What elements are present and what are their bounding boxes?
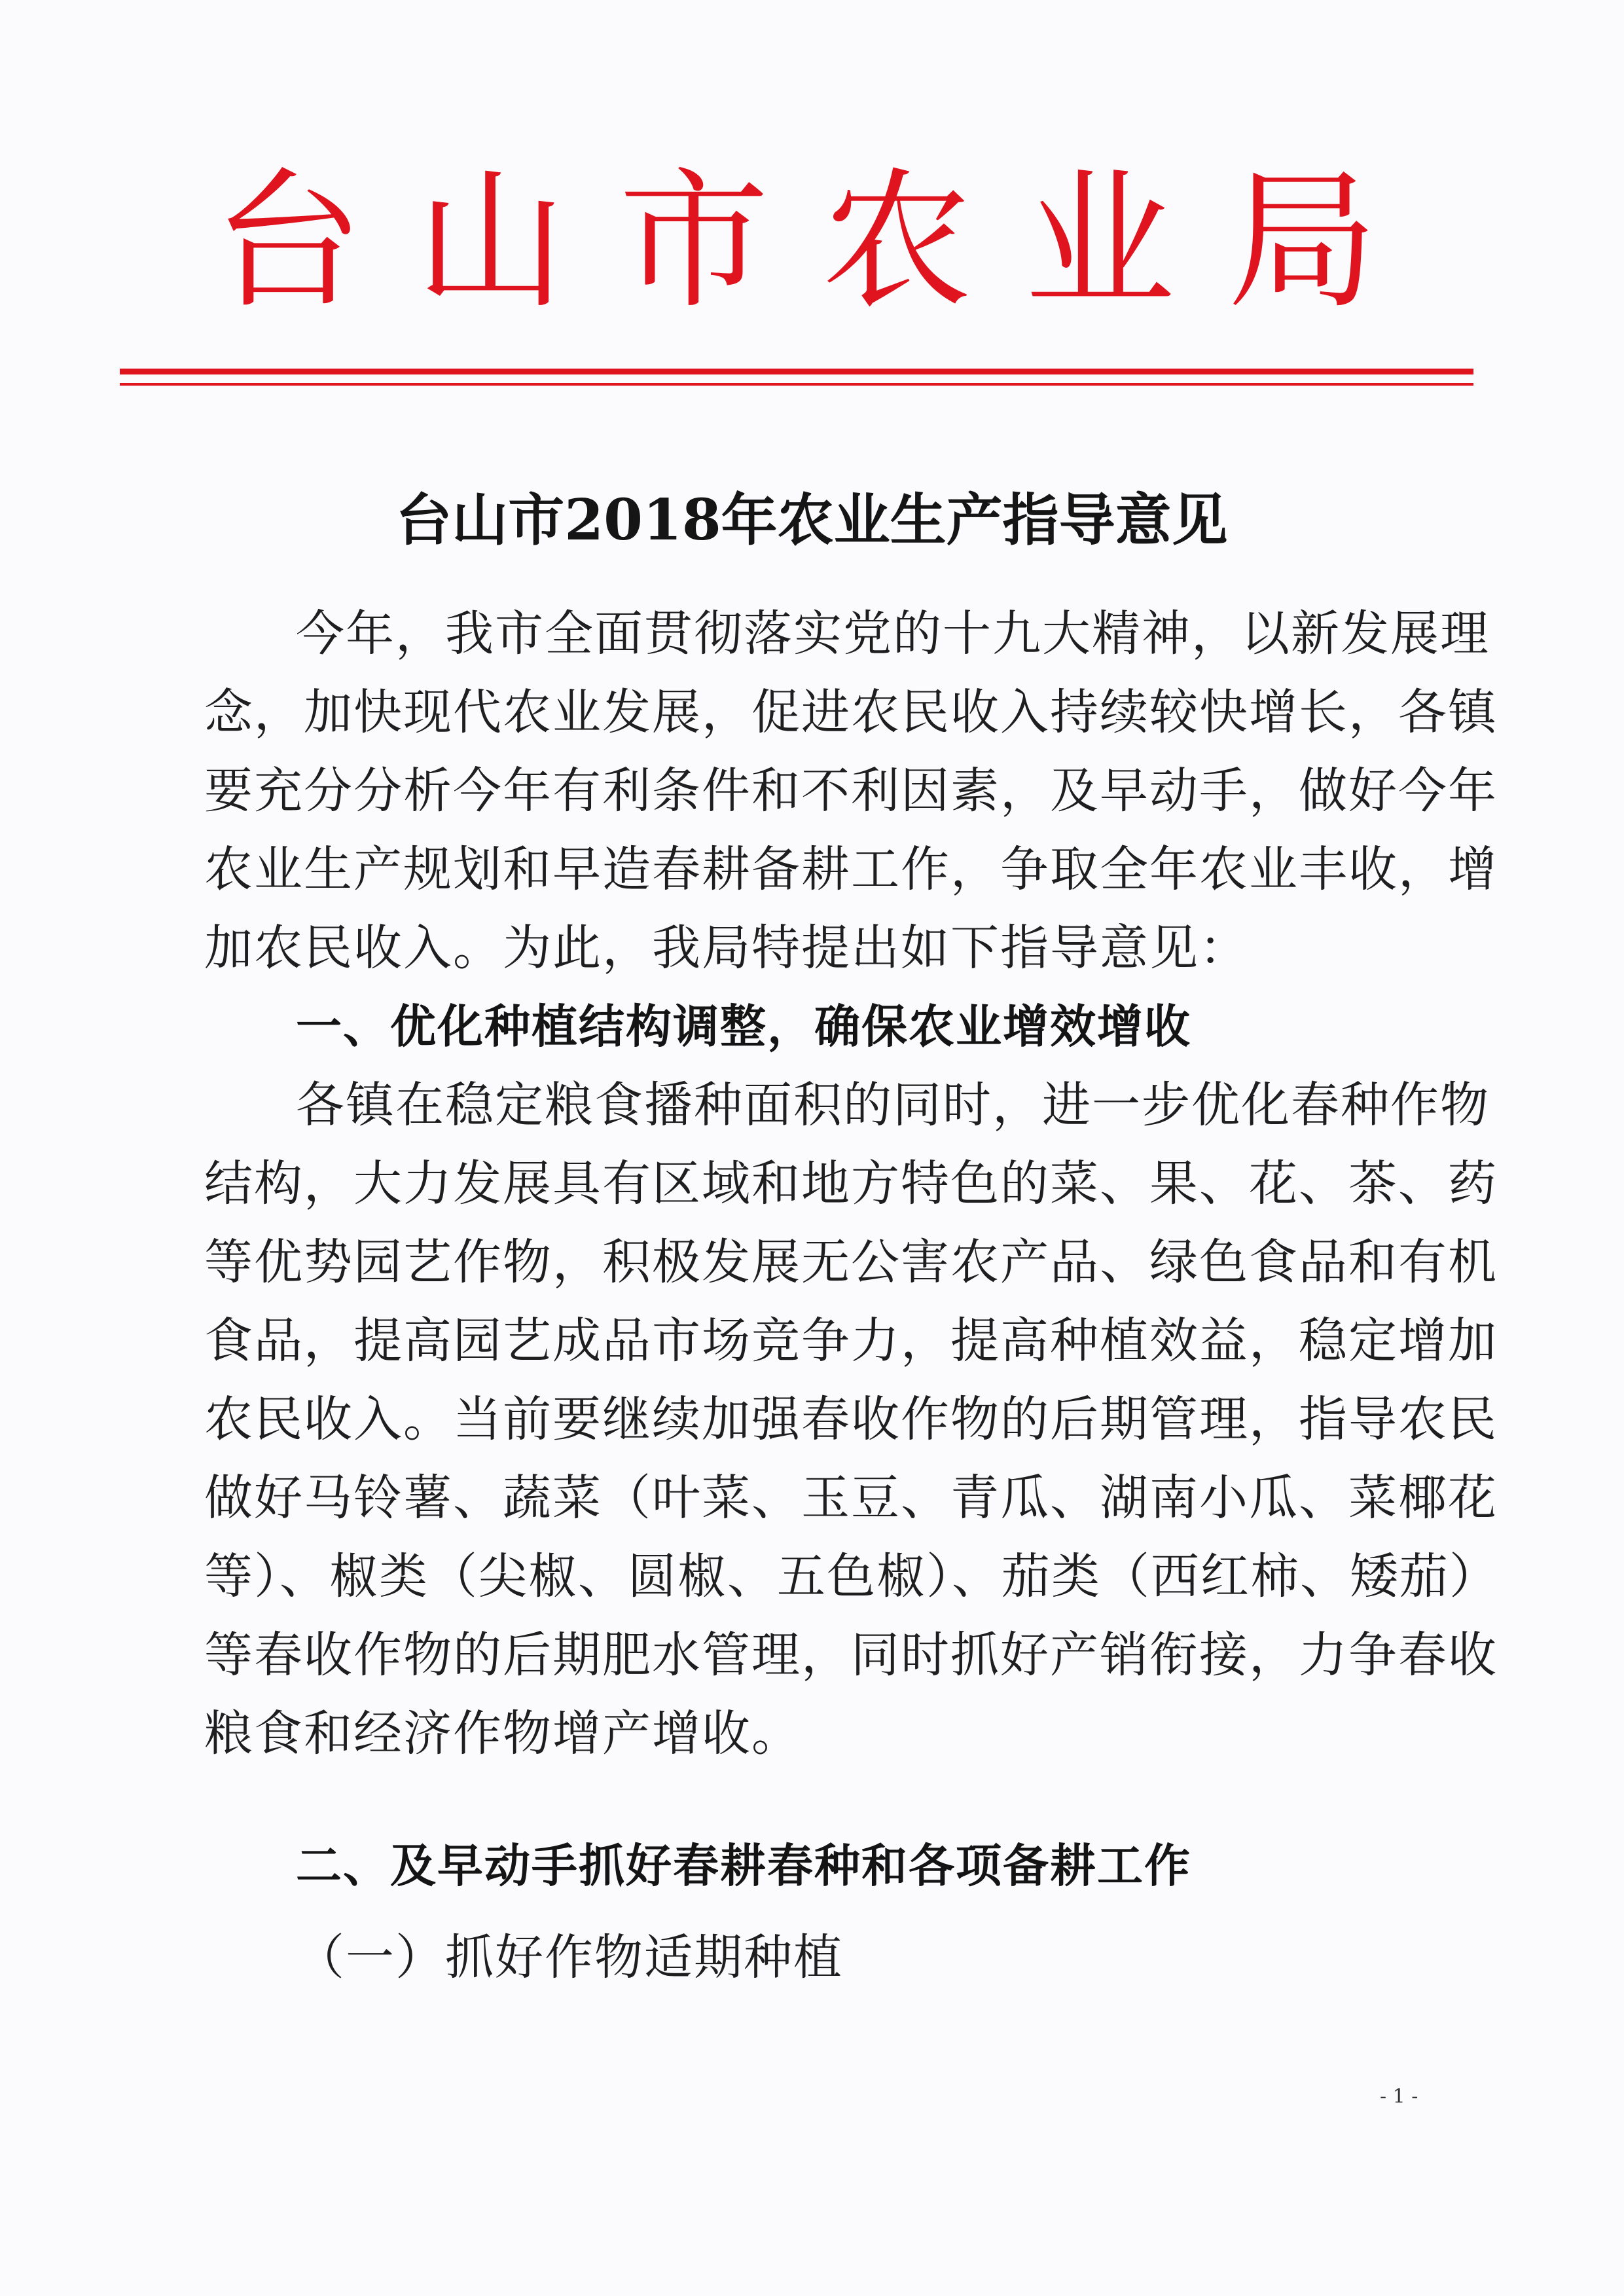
letterhead-org-name: 台山市农业局: [212, 155, 1430, 329]
subsection-heading-1: （一）抓好作物适期种植: [296, 1929, 843, 1986]
letterhead-red-rule-thin: [120, 383, 1473, 386]
section-heading-2: 二、及早动手抓好春耕春种和各项备耕工作: [296, 1839, 1191, 1893]
section-heading-1: 一、优化种植结构调整，确保农业增效增收: [296, 1000, 1191, 1053]
letterhead-red-rule-thick: [120, 369, 1473, 374]
paragraph-1-line-5: 加农民收入。为此，我局特提出如下指导意见：: [204, 920, 1249, 976]
paragraph-2-line-5: 农民收入。当前要继续加强春收作物的后期管理，指导农民: [204, 1391, 1498, 1448]
paragraph-2-line-8: 等春收作物的后期肥水管理，同时抓好产销衔接，力争春收: [204, 1627, 1498, 1683]
paragraph-2-line-9: 粮食和经济作物增产增收。: [204, 1705, 801, 1762]
page-number: - 1 -: [1380, 2085, 1418, 2108]
paragraph-2-line-6: 做好马铃薯、蔬菜（叶菜、玉豆、青瓜、湖南小瓜、菜椰花: [204, 1470, 1498, 1526]
paragraph-2-line-1: 各镇在稳定粮食播种面积的同时，进一步优化春种作物: [296, 1077, 1490, 1133]
paragraph-2-line-4: 食品，提高园艺成品市场竞争力，提高种植效益，稳定增加: [204, 1313, 1498, 1369]
paragraph-2-line-3: 等优势园艺作物，积极发展无公害农产品、绿色食品和有机: [204, 1234, 1498, 1290]
paragraph-2-line-2: 结构，大力发展具有区域和地方特色的菜、果、花、茶、药: [204, 1156, 1498, 1212]
paragraph-1-line-3: 要充分分析今年有利条件和不利因素，及早动手，做好今年: [204, 763, 1498, 819]
paragraph-1-line-1: 今年，我市全面贯彻落实党的十九大精神，以新发展理: [296, 606, 1490, 662]
document-title: 台山市2018年农业生产指导意见: [395, 487, 1228, 553]
paragraph-2-line-7: 等）、椒类（尖椒、圆椒、五色椒）、茄类（西红柿、矮茄）: [204, 1548, 1499, 1605]
paragraph-1-line-2: 念，加快现代农业发展，促进农民收入持续较快增长，各镇: [204, 684, 1498, 740]
paragraph-1-line-4: 农业生产规划和早造春耕备耕工作，争取全年农业丰收，增: [204, 841, 1498, 898]
